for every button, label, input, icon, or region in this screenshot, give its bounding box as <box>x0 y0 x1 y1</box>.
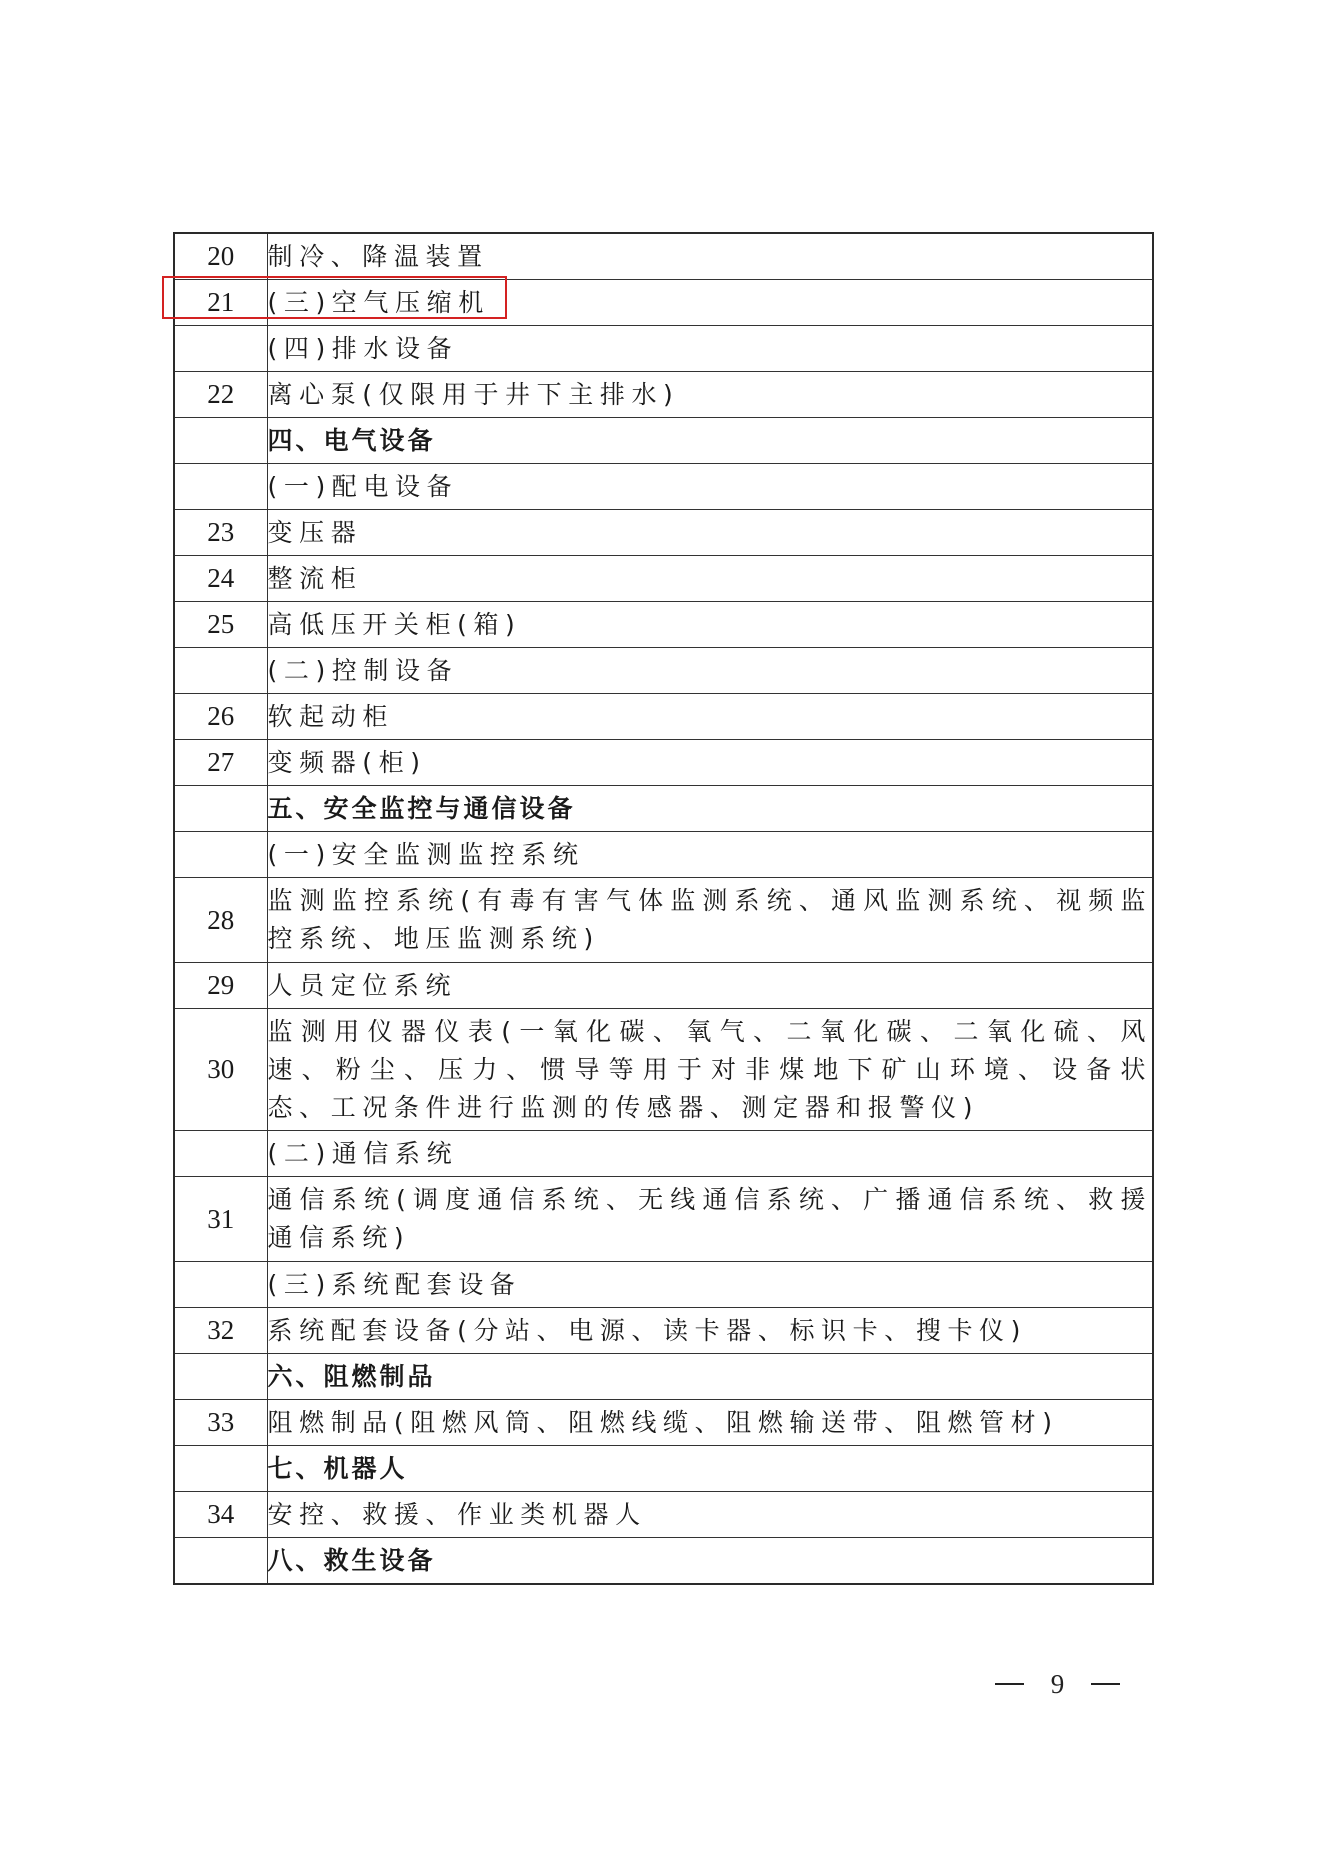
table-row-subheading <box>174 1131 1153 1177</box>
row-number: 26 <box>174 694 267 740</box>
row-name: 系统配套设备(分站、电源、读卡器、标识卡、搜卡仪) <box>267 1308 1153 1354</box>
table-row-heading <box>174 1538 1153 1585</box>
row-number: 23 <box>174 510 267 556</box>
row-number <box>174 1131 267 1177</box>
row-number: 25 <box>174 602 267 648</box>
row-name: 变频器(柜) <box>267 740 1153 786</box>
row-number: 27 <box>174 740 267 786</box>
row-number: 31 <box>174 1177 267 1262</box>
row-subheading: (二)通信系统 <box>267 1131 1153 1177</box>
row-number <box>174 648 267 694</box>
table-row <box>174 233 1153 280</box>
table-row-subheading <box>174 832 1153 878</box>
row-name: 安控、救援、作业类机器人 <box>267 1492 1153 1538</box>
row-number: 29 <box>174 963 267 1009</box>
table-row <box>174 1177 1153 1262</box>
section-heading: 六、阻燃制品 <box>267 1354 1153 1400</box>
row-number <box>174 1262 267 1308</box>
row-name: 监测监控系统(有毒有害气体监测系统、通风监测系统、视频监控系统、地压监测系统) <box>267 878 1153 963</box>
page-number-dash-right <box>1091 1683 1120 1685</box>
table-row <box>174 878 1153 963</box>
row-number: 33 <box>174 1400 267 1446</box>
section-heading: 四、电气设备 <box>267 418 1153 464</box>
row-number: 32 <box>174 1308 267 1354</box>
row-number <box>174 832 267 878</box>
table-row-heading <box>174 1354 1153 1400</box>
row-number <box>174 786 267 832</box>
section-heading: 五、安全监控与通信设备 <box>267 786 1153 832</box>
table-row-subheading <box>174 648 1153 694</box>
table-row <box>174 1308 1153 1354</box>
row-name: 制冷、降温装置 <box>267 233 1153 280</box>
table-row <box>174 963 1153 1009</box>
row-name: 整流柜 <box>267 556 1153 602</box>
row-number: 34 <box>174 1492 267 1538</box>
equipment-table <box>173 232 1154 1585</box>
row-number: 21 <box>174 280 267 326</box>
row-subheading: (二)控制设备 <box>267 648 1153 694</box>
row-number: 30 <box>174 1009 267 1131</box>
row-subheading: (一)配电设备 <box>267 464 1153 510</box>
row-name: 阻燃制品(阻燃风筒、阻燃线缆、阻燃输送带、阻燃管材) <box>267 1400 1153 1446</box>
row-name: 离心泵(仅限用于井下主排水) <box>267 372 1153 418</box>
table-row-subheading <box>174 1262 1153 1308</box>
table-row <box>174 1492 1153 1538</box>
table-row <box>174 1400 1153 1446</box>
section-heading: 七、机器人 <box>267 1446 1153 1492</box>
row-name: 通信系统(调度通信系统、无线通信系统、广播通信系统、救援通信系统) <box>267 1177 1153 1262</box>
row-subheading: (三)系统配套设备 <box>267 1262 1153 1308</box>
table-row <box>174 602 1153 648</box>
table-row-heading <box>174 418 1153 464</box>
table-row-heading <box>174 786 1153 832</box>
page-footer <box>995 1668 1120 1700</box>
table-row-subheading <box>174 464 1153 510</box>
page-number-dash-left <box>995 1683 1024 1685</box>
row-subheading: (四)排水设备 <box>267 326 1153 372</box>
table-row <box>174 372 1153 418</box>
table-row <box>174 740 1153 786</box>
row-name: 软起动柜 <box>267 694 1153 740</box>
row-name: (三)空气压缩机 <box>267 280 1153 326</box>
table-row <box>174 510 1153 556</box>
row-number <box>174 1354 267 1400</box>
row-number <box>174 1538 267 1585</box>
row-number <box>174 418 267 464</box>
table-row <box>174 694 1153 740</box>
table-row <box>174 556 1153 602</box>
row-number: 22 <box>174 372 267 418</box>
table-row-subheading <box>174 326 1153 372</box>
section-heading: 八、救生设备 <box>267 1538 1153 1585</box>
row-name: 变压器 <box>267 510 1153 556</box>
row-number <box>174 464 267 510</box>
row-number: 28 <box>174 878 267 963</box>
row-name: 人员定位系统 <box>267 963 1153 1009</box>
row-name: 高低压开关柜(箱) <box>267 602 1153 648</box>
table-row <box>174 1009 1153 1131</box>
table-row-heading <box>174 1446 1153 1492</box>
row-subheading: (一)安全监测监控系统 <box>267 832 1153 878</box>
row-number <box>174 326 267 372</box>
row-number: 20 <box>174 233 267 280</box>
page-number: 9 <box>1050 1668 1065 1699</box>
row-number <box>174 1446 267 1492</box>
table-row-highlighted <box>174 280 1153 326</box>
row-name: 监测用仪器仪表(一氧化碳、氧气、二氧化碳、二氧化硫、风速、粉尘、压力、惯导等用于对非煤地下矿山环境、设备状态、工况条件进行监测的传感器、测定器和报警仪) <box>267 1009 1153 1131</box>
row-number: 24 <box>174 556 267 602</box>
